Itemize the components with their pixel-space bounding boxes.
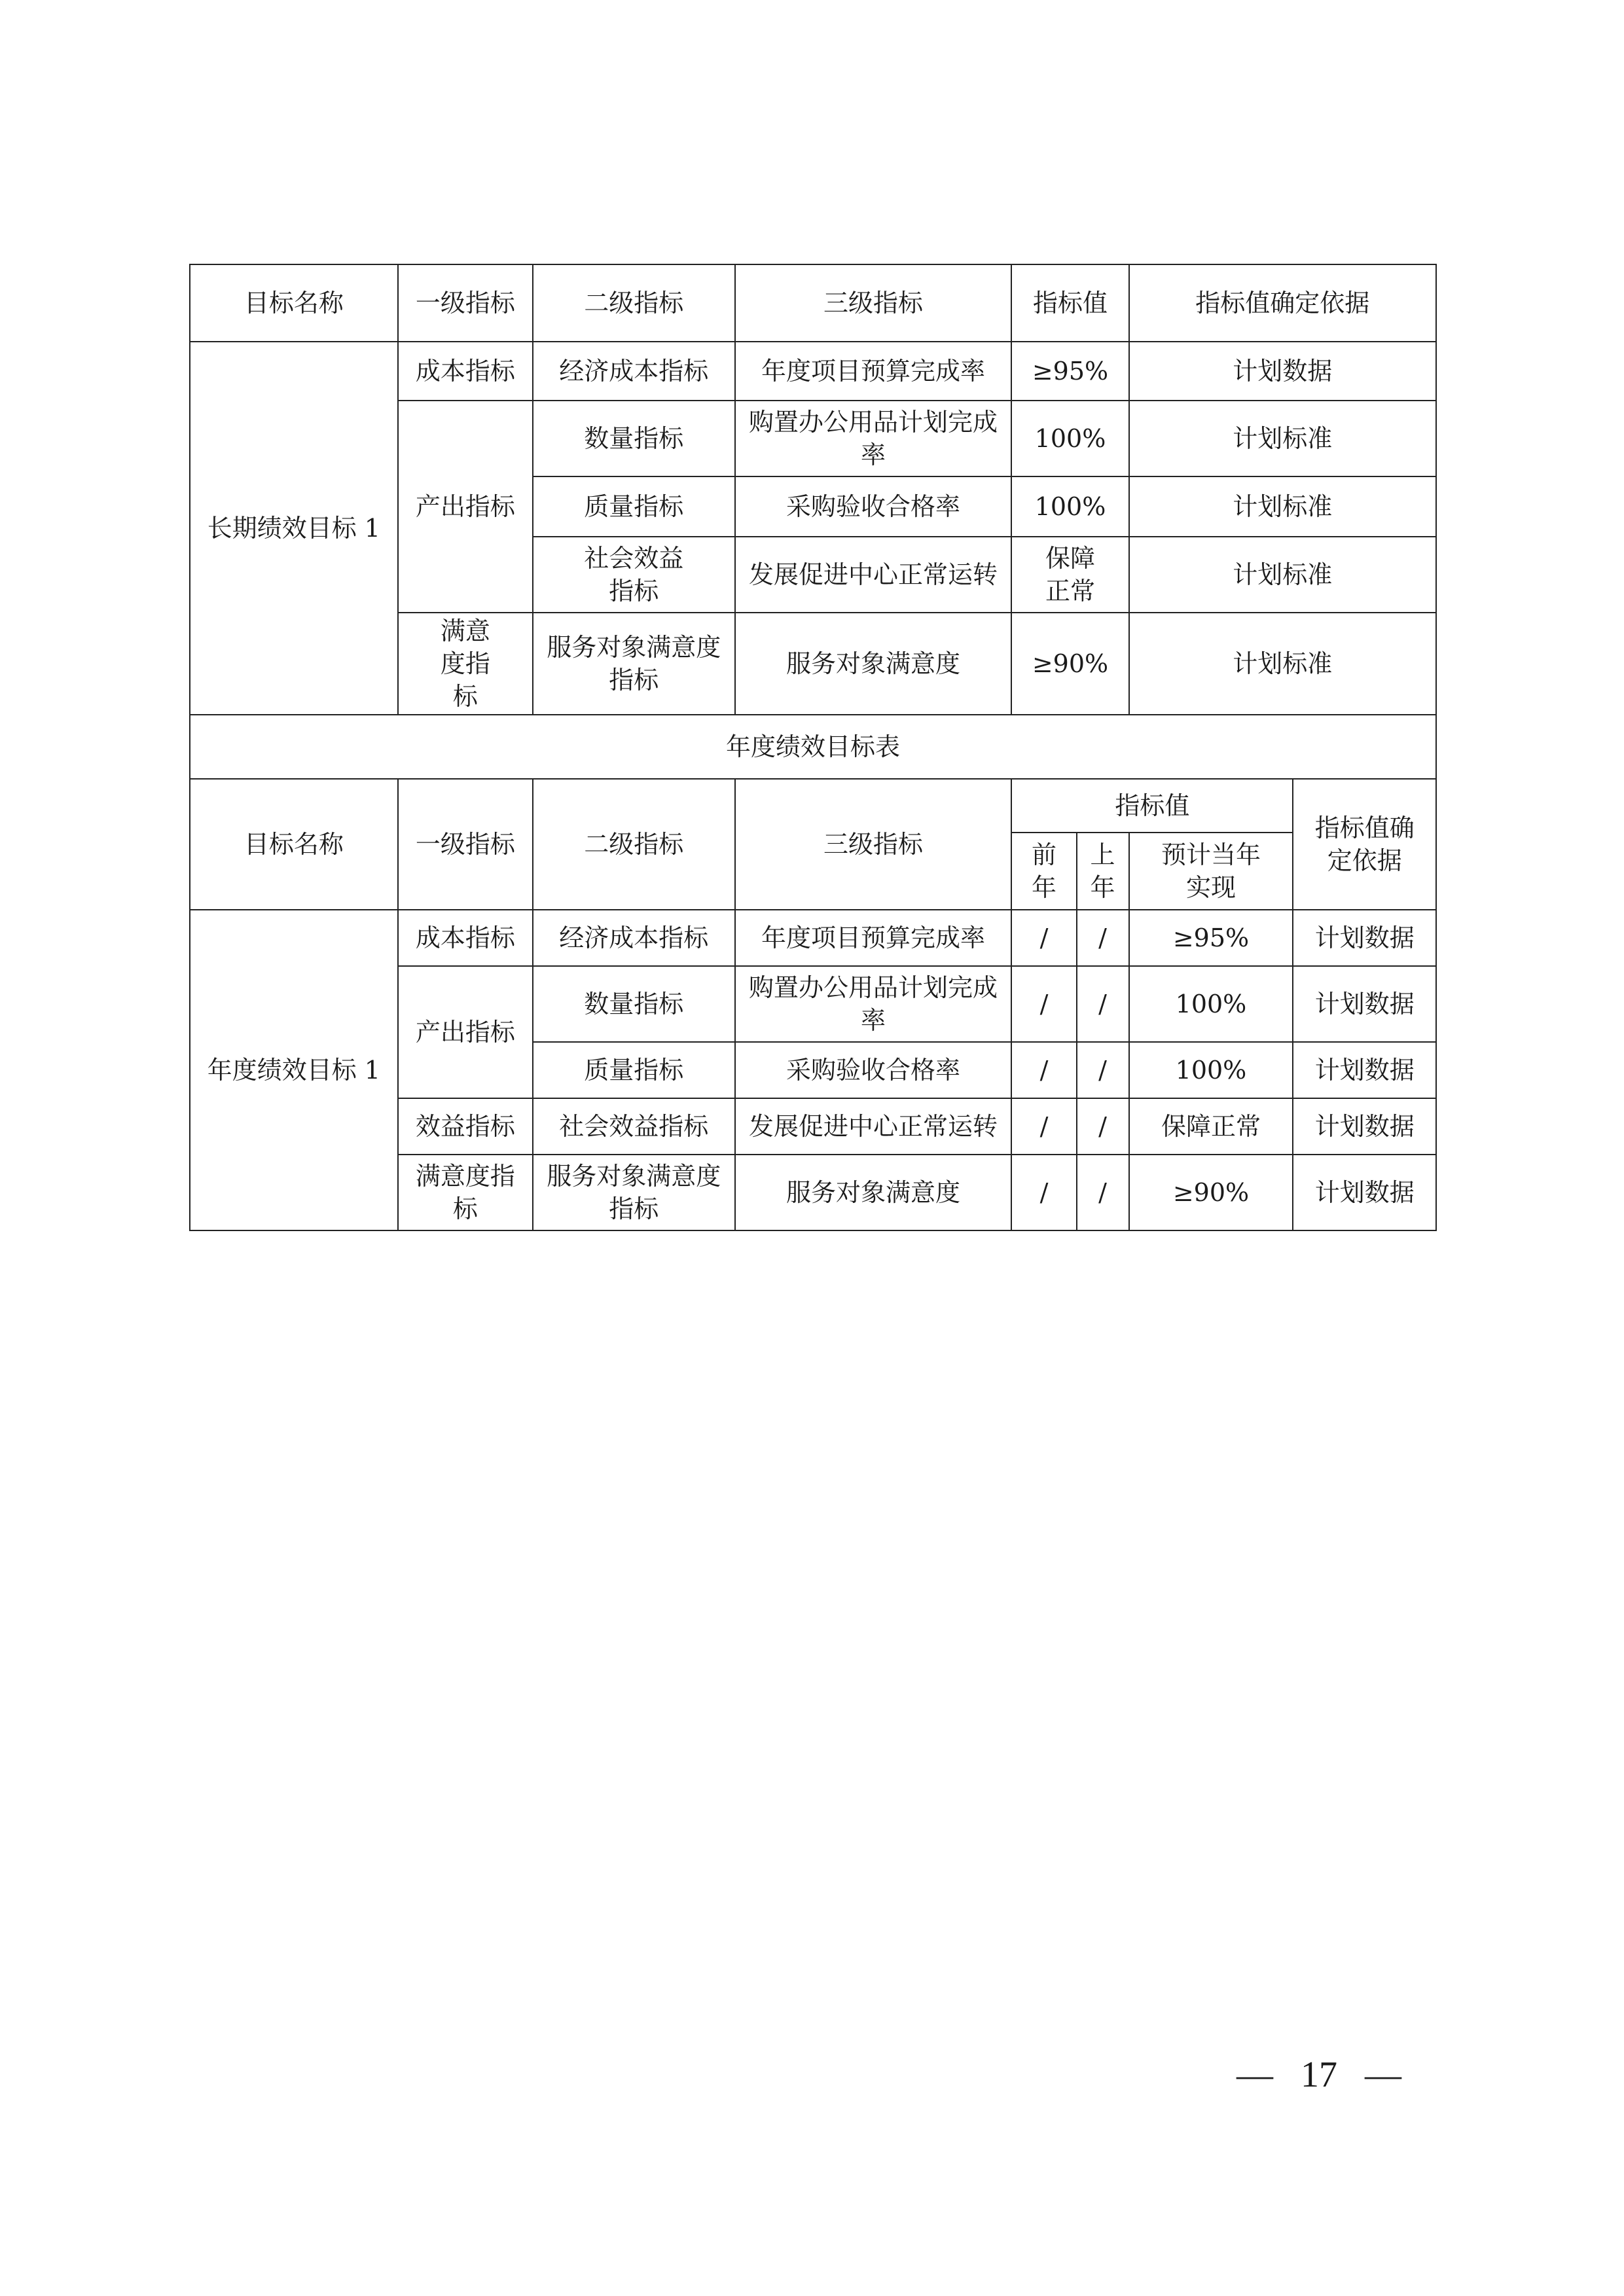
cell-basis: 计划标准: [1129, 537, 1436, 613]
cell-level3: 发展促进中心正常运转: [735, 1098, 1012, 1155]
header-level1: 一级指标: [398, 264, 533, 342]
cell-level2: 服务对象满意度指标: [533, 613, 735, 715]
cell-level1: 满意度指标: [398, 613, 533, 715]
cell-level3: 购置办公用品计划完成率: [735, 401, 1012, 476]
cell-basis: 计划数据: [1129, 342, 1436, 401]
header-level3: 三级指标: [735, 779, 1012, 910]
cell-level1: 产出指标: [398, 401, 533, 613]
cell-last: /: [1077, 966, 1129, 1042]
cell-last: /: [1077, 910, 1129, 966]
annual-section-title: 年度绩效目标表: [190, 715, 1436, 779]
cell-level1: 效益指标: [398, 1098, 533, 1155]
header-target-name: 目标名称: [190, 264, 398, 342]
header-level2: 二级指标: [533, 264, 735, 342]
cell-level3: 服务对象满意度: [735, 613, 1012, 715]
page-dash-left: —: [1236, 2054, 1273, 2095]
cell-level2: 社会效益指标: [533, 1098, 735, 1155]
cell-level3: 采购验收合格率: [735, 476, 1012, 537]
page-number: [1231, 2054, 1407, 2096]
table-row: [190, 342, 1436, 401]
performance-target-tables: [189, 264, 1437, 1231]
cell-prev: /: [1011, 1042, 1076, 1098]
cell-level3: 服务对象满意度: [735, 1155, 1012, 1230]
header-basis: 指标值确定依据: [1129, 264, 1436, 342]
performance-table: [189, 264, 1437, 1231]
cell-basis: 计划标准: [1129, 401, 1436, 476]
cell-basis: 计划数据: [1293, 966, 1436, 1042]
cell-value: 保障正常: [1011, 537, 1128, 613]
cell-level1: 成本指标: [398, 910, 533, 966]
cell-level2: 数量指标: [533, 966, 735, 1042]
cell-value: 100%: [1011, 401, 1128, 476]
cell-last: /: [1077, 1098, 1129, 1155]
cell-expected: 100%: [1129, 966, 1293, 1042]
header-basis: 指标值确定依据: [1293, 779, 1436, 910]
cell-basis: 计划标准: [1129, 613, 1436, 715]
cell-last: /: [1077, 1155, 1129, 1230]
cell-prev: /: [1011, 910, 1076, 966]
cell-basis: 计划数据: [1293, 1098, 1436, 1155]
cell-level3: 采购验收合格率: [735, 1042, 1012, 1098]
cell-expected: ≥90%: [1129, 1155, 1293, 1230]
cell-value: ≥90%: [1011, 613, 1128, 715]
header-target-name: 目标名称: [190, 779, 398, 910]
cell-expected: ≥95%: [1129, 910, 1293, 966]
cell-level2: 社会效益指标: [533, 537, 735, 613]
table-row: [190, 910, 1436, 966]
long-term-target-name: 长期绩效目标 1: [190, 342, 398, 715]
cell-level3: 年度项目预算完成率: [735, 342, 1012, 401]
header-value: 指标值: [1011, 264, 1128, 342]
cell-expected: 保障正常: [1129, 1098, 1293, 1155]
header-value: 指标值: [1011, 779, 1293, 833]
annual-section-title-row: [190, 715, 1436, 779]
cell-level2: 经济成本指标: [533, 342, 735, 401]
cell-level2: 数量指标: [533, 401, 735, 476]
cell-level3: 年度项目预算完成率: [735, 910, 1012, 966]
cell-level3: 发展促进中心正常运转: [735, 537, 1012, 613]
long-term-header-row: [190, 264, 1436, 342]
annual-header-row: [190, 779, 1436, 833]
cell-level2: 经济成本指标: [533, 910, 735, 966]
cell-prev: /: [1011, 1098, 1076, 1155]
cell-level1: 成本指标: [398, 342, 533, 401]
annual-target-name: 年度绩效目标 1: [190, 910, 398, 1230]
page-dash-right: —: [1365, 2054, 1401, 2095]
cell-basis: 计划标准: [1129, 476, 1436, 537]
header-last-year: 上年: [1077, 833, 1129, 910]
cell-value: 100%: [1011, 476, 1128, 537]
cell-level2: 服务对象满意度指标: [533, 1155, 735, 1230]
cell-level2: 质量指标: [533, 1042, 735, 1098]
cell-prev: /: [1011, 1155, 1076, 1230]
cell-expected: 100%: [1129, 1042, 1293, 1098]
header-level1: 一级指标: [398, 779, 533, 910]
header-prev-year: 前年: [1011, 833, 1076, 910]
cell-basis: 计划数据: [1293, 1155, 1436, 1230]
header-level2: 二级指标: [533, 779, 735, 910]
cell-prev: /: [1011, 966, 1076, 1042]
cell-level2: 质量指标: [533, 476, 735, 537]
cell-last: /: [1077, 1042, 1129, 1098]
cell-level1: 产出指标: [398, 966, 533, 1098]
cell-level1: 满意度指标: [398, 1155, 533, 1230]
cell-basis: 计划数据: [1293, 1042, 1436, 1098]
header-expected: 预计当年实现: [1129, 833, 1293, 910]
page-number-text: 17: [1301, 2054, 1337, 2095]
cell-basis: 计划数据: [1293, 910, 1436, 966]
header-level3: 三级指标: [735, 264, 1012, 342]
cell-level3: 购置办公用品计划完成率: [735, 966, 1012, 1042]
cell-value: ≥95%: [1011, 342, 1128, 401]
